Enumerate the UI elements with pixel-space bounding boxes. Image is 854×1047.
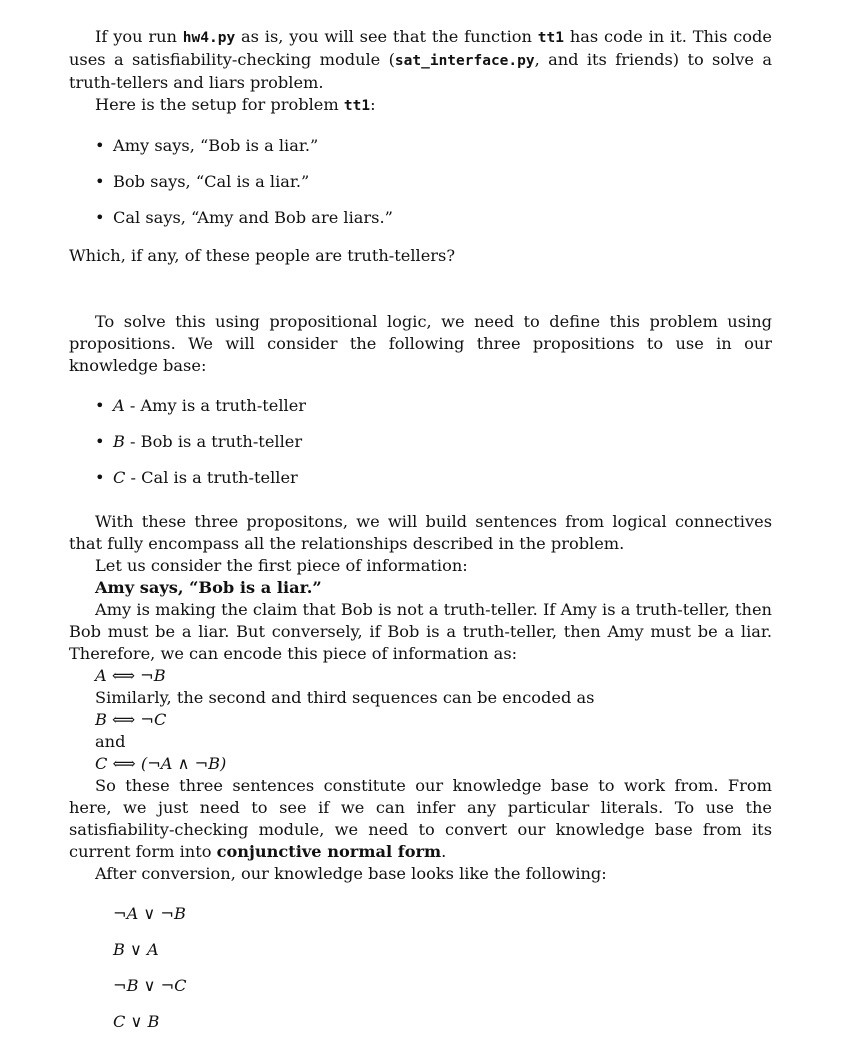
proposition-symbol: A [113, 396, 125, 415]
list-item: • Cal says, “Amy and Bob are liars.” [69, 207, 772, 243]
list-item: • Bob says, “Cal is a liar.” [69, 171, 772, 207]
list-item: • Amy says, “Bob is a liar.” [69, 135, 772, 171]
code-tt1: tt1 [537, 30, 564, 46]
intro-text-3: has code in it. This code uses a satisfiability-checking module ( [69, 27, 772, 69]
claim-paragraph: Amy is making the claim that Bob is not a truth-teller. If Amy is a truth-teller, then Bob must be a liar. But conversely, if Bob is a truth-teller, then Amy must be a liar. Therefore, we can encode this piece of information as: [69, 600, 772, 663]
cnf-clause: ¬B ∨ ¬C [113, 976, 187, 995]
first-info-paragraph: Let us consider the first piece of information: [95, 556, 468, 575]
equation-2: B ⟺ ¬C [95, 710, 167, 729]
setup-text: Here is the setup for problem [95, 95, 344, 114]
cnf-clause: C ∨ B [113, 1012, 160, 1031]
intro-text-2: as is, you will see that the function [235, 27, 538, 46]
after-paragraph: After conversion, our knowledge base looks like the following: [95, 864, 607, 883]
question-paragraph: Which, if any, of these people are truth-tellers? [69, 246, 456, 265]
quote-paragraph: Amy says, “Bob is a liar.” [95, 578, 322, 597]
intro-text-1: If you run [95, 27, 183, 46]
list-item [69, 395, 772, 431]
similar-paragraph: Similarly, the second and third sequences can be encoded as [95, 688, 595, 707]
code-sat-interface: sat_interface.py [394, 53, 535, 69]
proposition-symbol: B [113, 432, 125, 451]
setup-colon: : [370, 95, 376, 114]
cnf-clause: ¬A ∨ ¬B [113, 904, 186, 923]
proposition-list [69, 395, 772, 503]
cnf-clause: B ∨ A [113, 940, 159, 959]
code-tt1-setup: tt1 [343, 98, 371, 114]
statement-list [69, 135, 772, 243]
solve-intro-paragraph: To solve this using propositional logic, we need to define this problem using propositions. We will consider the following three propositions to use in our knowledge base: [69, 312, 772, 375]
intro-paragraph [69, 26, 772, 94]
document-page [69, 26, 772, 1047]
equation-3: C ⟺ (¬A ∧ ¬B) [95, 754, 227, 773]
equation-1: A ⟺ ¬B [95, 666, 166, 685]
build-paragraph: With these three propositons, we will build sentences from logical connectives that fully encompass all the relationships described in the problem. [69, 512, 772, 553]
code-hw4: hw4.py [182, 30, 236, 46]
proposition-text: - Cal is a truth-teller [125, 468, 298, 487]
kb-paragraph [69, 775, 772, 863]
list-item [69, 431, 772, 467]
list-item [69, 467, 772, 503]
and-paragraph: and [95, 732, 126, 751]
setup-paragraph [69, 94, 772, 117]
proposition-text: - Bob is a truth-teller [124, 432, 303, 451]
kb-period: . [441, 842, 447, 861]
proposition-text: - Amy is a truth-teller [124, 396, 307, 415]
proposition-symbol: C [113, 468, 126, 487]
intro-text-4: , and its friends) to solve a truth-tellers and liars problem. [69, 50, 772, 92]
cnf-clause-list [69, 903, 772, 1047]
kb-text: So these three sentences constitute our knowledge base to work from. From here, we just need to see if we can infer any particular literals. To use the satisfiability-checking module, we need to convert our knowledge base from its current form into [69, 776, 772, 861]
cnf-term: conjunctive normal form [216, 842, 442, 861]
